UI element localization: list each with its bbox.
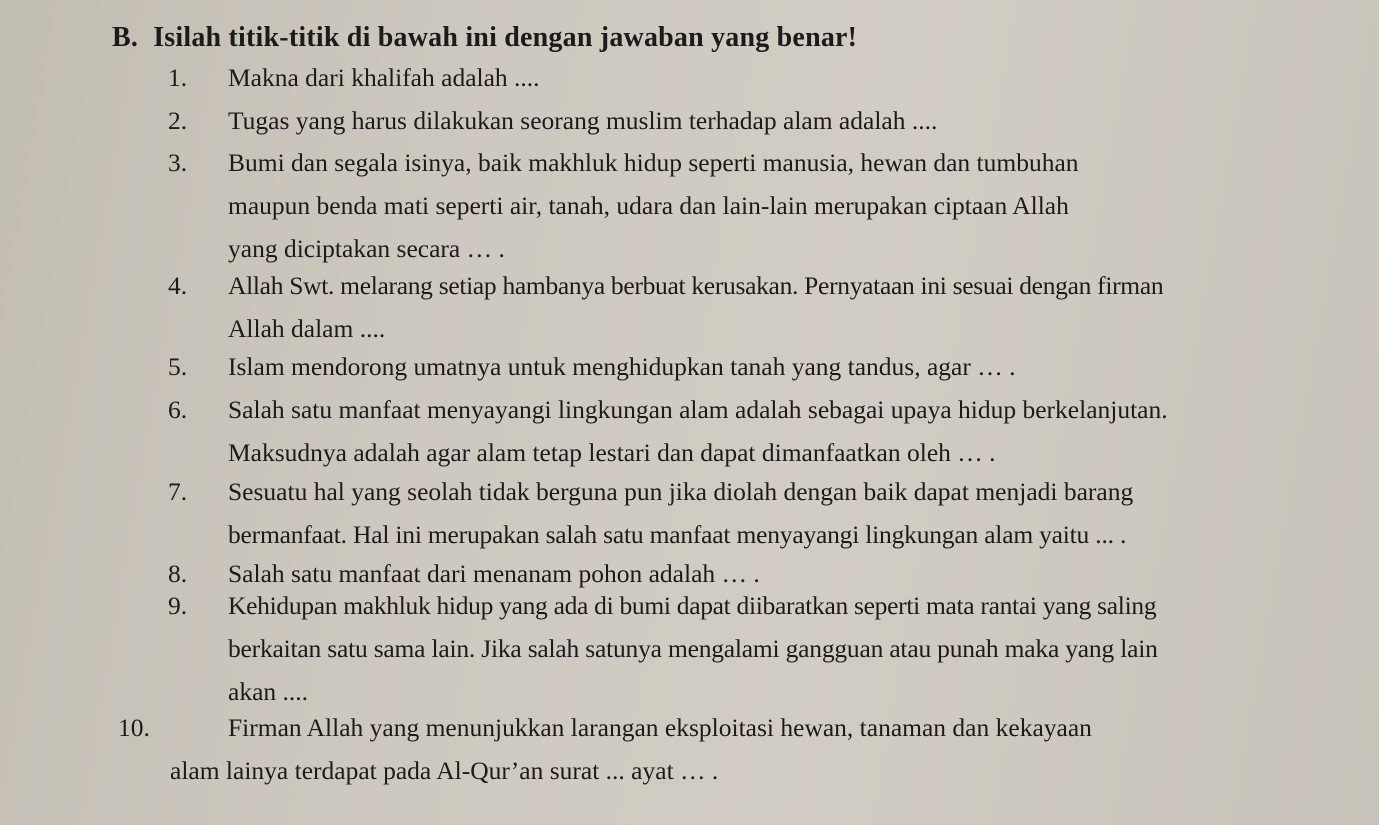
- question-line: maupun benda mati seperti air, tanah, udara dan lain-lain merupakan ciptaan Allah: [228, 191, 1069, 220]
- question-4: [170, 264, 1348, 350]
- question-5: [170, 345, 1348, 388]
- question-line: yang diciptakan secara … .: [228, 234, 505, 263]
- question-number: 5.: [168, 352, 188, 381]
- question-line: berkaitan satu sama lain. Jika salah satunya mengalami gangguan atau punah maka yang lain: [228, 634, 1158, 663]
- question-number: 9.: [168, 591, 188, 620]
- question-1: [170, 56, 1348, 99]
- section-title: Isilah titik-titik di bawah ini dengan jawaban yang benar!: [153, 22, 858, 53]
- question-number: 4.: [168, 271, 188, 300]
- question-number: 3.: [168, 148, 188, 177]
- question-number: 10.: [118, 713, 150, 742]
- question-line: Tugas yang harus dilakukan seorang muslim terhadap alam adalah ....: [228, 106, 938, 135]
- question-line: Sesuatu hal yang seolah tidak berguna pun jika diolah dengan baik dapat menjadi barang: [228, 477, 1134, 506]
- question-line: Salah satu manfaat menyayangi lingkungan alam adalah sebagai upaya hidup berkelanjutan.: [228, 395, 1168, 424]
- question-line: Islam mendorong umatnya untuk menghidupkan tanah yang tandus, agar … .: [228, 352, 1016, 381]
- question-line: Maksudnya adalah agar alam tetap lestari dan dapat dimanfaatkan oleh … .: [228, 438, 996, 467]
- question-9: [170, 584, 1348, 713]
- question-line: bermanfaat. Hal ini merupakan salah satu manfaat menyayangi lingkungan alam yaitu ... .: [228, 520, 1127, 549]
- question-line: Salah satu manfaat dari menanam pohon adalah … .: [228, 559, 760, 588]
- question-number: 6.: [168, 395, 188, 424]
- question-10: [118, 706, 1348, 792]
- section-letter: B.: [112, 22, 139, 53]
- section-heading: [112, 22, 857, 54]
- question-line: Bumi dan segala isinya, baik makhluk hidup seperti manusia, hewan dan tumbuhan: [228, 148, 1079, 177]
- question-3: [170, 141, 1348, 270]
- question-2: [170, 99, 1348, 142]
- question-line: Allah dalam ....: [228, 314, 386, 343]
- question-line: alam lainya terdapat pada Al-Qur’an surat ... ayat … .: [170, 756, 719, 785]
- question-line: Makna dari khalifah adalah ....: [228, 63, 540, 92]
- question-line: akan ....: [228, 677, 309, 706]
- question-number: 1.: [168, 63, 188, 92]
- question-number: 8.: [168, 559, 188, 588]
- question-7: [170, 470, 1348, 556]
- question-number: 7.: [168, 477, 188, 506]
- question-line: Kehidupan makhluk hidup yang ada di bumi dapat diibaratkan seperti mata rantai yang saling: [228, 591, 1157, 620]
- question-line: Allah Swt. melarang setiap hambanya berbuat kerusakan. Pernyataan ini sesuai dengan firman: [228, 271, 1164, 300]
- question-6: [170, 388, 1348, 474]
- question-number: 2.: [168, 106, 188, 135]
- question-line: Firman Allah yang menunjukkan larangan eksploitasi hewan, tanaman dan kekayaan: [228, 713, 1092, 742]
